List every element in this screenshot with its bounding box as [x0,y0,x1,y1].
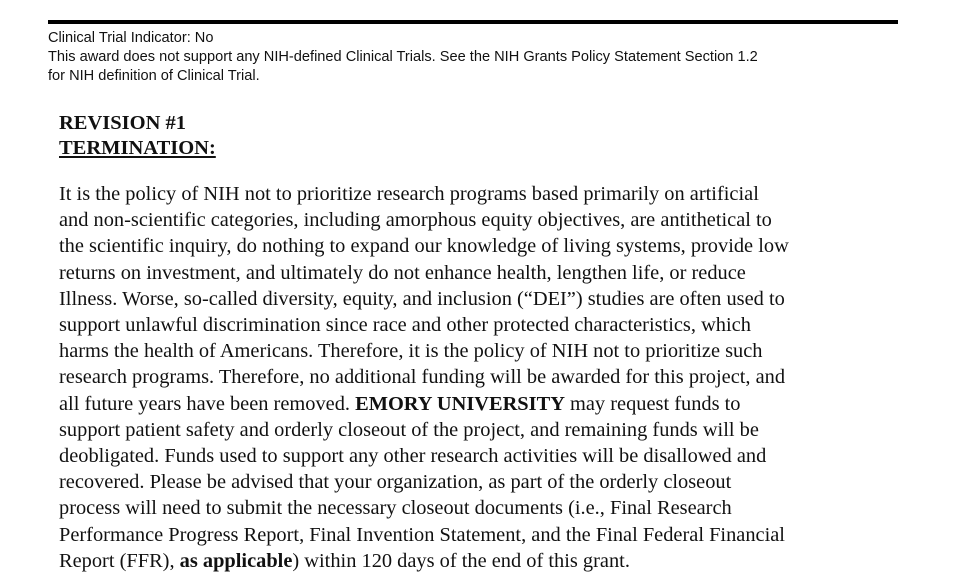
paragraph-line: support patient safety and orderly closeout of the project, and remaining funds will be [59,418,759,441]
paragraph-line-final [59,548,939,574]
clinical-trial-header [48,29,908,86]
paragraph-line: support unlawful discrimination since race and other protected characteristics, which [59,314,751,337]
paragraph-line-university [59,391,939,417]
clinical-trial-note-line-1: This award does not support any NIH-defined Clinical Trials. See the NIH Grants Policy Statement Section 1.2 [48,49,758,65]
termination-paragraph [59,181,939,574]
paragraph-line: deobligated. Funds used to support any other research activities will be disallowed and [59,445,767,468]
clinical-trial-note-line-2: for NIH definition of Clinical Trial. [48,68,260,84]
university-name: EMORY UNIVERSITY [355,392,565,415]
line-text: Report (FFR), [59,549,180,572]
paragraph-line: Illness. Worse, so-called diversity, equity, and inclusion (“DEI”) studies are often used to [59,287,785,310]
revision-heading-block [59,111,216,161]
paragraph-line: Performance Progress Report, Final Invention Statement, and the Final Federal Financial [59,523,785,546]
termination-heading: TERMINATION: [59,137,216,159]
line-text: may request funds to [564,392,741,415]
paragraph-line: and non-scientific categories, including amorphous equity objectives, are antithetical to [59,209,772,232]
revision-label: REVISION #1 [59,112,187,134]
paragraph-line: the scientific inquiry, do nothing to expand our knowledge of living systems, provide low [59,235,789,258]
paragraph-line: recovered. Please be advised that your organization, as part of the orderly closeout [59,471,732,494]
paragraph-line: returns on investment, and ultimately do not enhance health, lengthen life, or reduce [59,261,746,284]
clinical-trial-indicator: Clinical Trial Indicator: No [48,30,214,46]
line-text: ) within 120 days of the end of this grant. [292,549,630,572]
paragraph-line: process will need to submit the necessary closeout documents (i.e., Final Research [59,497,732,520]
paragraph-line: It is the policy of NIH not to prioritize research programs based primarily on artificial [59,183,759,205]
paragraph-line: harms the health of Americans. Therefore, it is the policy of NIH not to prioritize such [59,340,763,363]
as-applicable-emphasis: as applicable [179,549,293,572]
top-divider-rule [48,20,898,24]
line-text: all future years have been removed. [59,392,356,415]
paragraph-line: research programs. Therefore, no additional funding will be awarded for this project, and [59,366,786,389]
